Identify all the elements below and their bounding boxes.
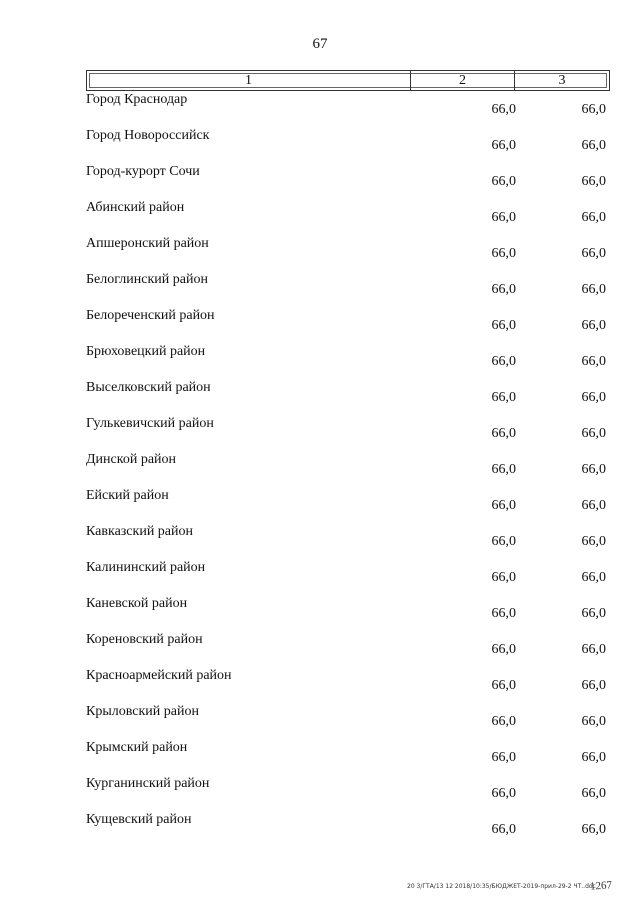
row-value-col-3: 66,0 [581,282,606,297]
row-value-col-3: 66,0 [581,354,606,369]
row-district-name: Брюховецкий район [86,344,206,359]
row-value-col-2: 66,0 [491,174,516,189]
row-value-col-3: 66,0 [581,462,606,477]
row-value-col-2: 66,0 [491,318,516,333]
table-row [0,272,640,308]
row-value-col-2: 66,0 [491,534,516,549]
table-row [0,488,640,524]
row-district-name: Калининский район [86,560,206,575]
row-district-name: Динской район [86,452,177,467]
row-value-col-2: 66,0 [491,282,516,297]
table-row [0,452,640,488]
header-col-1: 1 [87,71,411,90]
header-col-3: 3 [558,73,566,88]
row-district-name: Кавказский район [86,524,194,539]
row-value-col-3: 66,0 [581,210,606,225]
row-district-name: Крыловский район [86,704,199,719]
row-value-col-3: 66,0 [581,390,606,405]
row-value-col-2: 66,0 [491,822,516,837]
table-row [0,668,640,704]
table-row [0,740,640,776]
row-district-name: Абинский район [86,200,185,215]
row-value-col-2: 66,0 [491,354,516,369]
row-district-name: Гулькевичский район [86,416,214,431]
row-value-col-2: 66,0 [491,210,516,225]
row-value-col-3: 66,0 [581,822,606,837]
table-body [0,92,640,848]
row-district-name: Апшеронский район [86,236,209,251]
row-value-col-2: 66,0 [491,138,516,153]
row-value-col-3: 66,0 [581,498,606,513]
table-header [86,70,610,91]
row-district-name: Кореновский район [86,632,203,647]
table-row [0,704,640,740]
row-value-col-3: 66,0 [581,642,606,657]
row-district-name: Красноармейский район [86,668,232,683]
table-row [0,812,640,848]
row-value-col-2: 66,0 [491,426,516,441]
page-stamp: 1267 [589,879,613,893]
row-district-name: Город Новороссийск [86,128,210,143]
row-value-col-3: 66,0 [581,174,606,189]
table-row [0,164,640,200]
table-row [0,92,640,128]
row-value-col-3: 66,0 [581,750,606,765]
row-value-col-2: 66,0 [491,642,516,657]
row-district-name: Каневской район [86,596,188,611]
file-path-footer: 20 3/ГТА/13 12 2018/10:35/БЮДЖЕТ-2019-прил-29-2 ЧТ..doc [407,883,596,890]
table-row [0,380,640,416]
row-value-col-3: 66,0 [581,102,606,117]
row-value-col-3: 66,0 [581,318,606,333]
row-value-col-2: 66,0 [491,390,516,405]
row-value-col-3: 66,0 [581,786,606,801]
table-row [0,128,640,164]
row-district-name: Выселковский район [86,380,211,395]
table-row [0,416,640,452]
row-value-col-3: 66,0 [581,138,606,153]
row-value-col-2: 66,0 [491,750,516,765]
row-district-name: Курганинский район [86,776,210,791]
row-value-col-2: 66,0 [491,102,516,117]
row-value-col-2: 66,0 [491,246,516,261]
row-district-name: Белореченский район [86,308,215,323]
row-value-col-3: 66,0 [581,678,606,693]
table-row [0,524,640,560]
row-value-col-2: 66,0 [491,570,516,585]
table-row [0,200,640,236]
table-row [0,596,640,632]
row-value-col-2: 66,0 [491,606,516,621]
table-row [0,560,640,596]
header-col-2: 2 [411,71,515,90]
row-value-col-3: 66,0 [581,246,606,261]
row-value-col-3: 66,0 [581,570,606,585]
row-value-col-3: 66,0 [581,534,606,549]
row-value-col-3: 66,0 [581,426,606,441]
table-row [0,776,640,812]
row-district-name: Крымский район [86,740,188,755]
row-value-col-3: 66,0 [581,606,606,621]
row-district-name: Город Краснодар [86,92,188,107]
row-value-col-2: 66,0 [491,462,516,477]
table-row [0,344,640,380]
row-district-name: Город-курорт Сочи [86,164,200,179]
row-value-col-3: 66,0 [581,714,606,729]
page-number: 67 [312,36,328,52]
row-district-name: Ейский район [86,488,169,503]
row-district-name: Кущевский район [86,812,192,827]
table-row [0,236,640,272]
table-row [0,632,640,668]
row-value-col-2: 66,0 [491,678,516,693]
row-value-col-2: 66,0 [491,786,516,801]
row-value-col-2: 66,0 [491,714,516,729]
table-row [0,308,640,344]
row-value-col-2: 66,0 [491,498,516,513]
row-district-name: Белоглинский район [86,272,208,287]
